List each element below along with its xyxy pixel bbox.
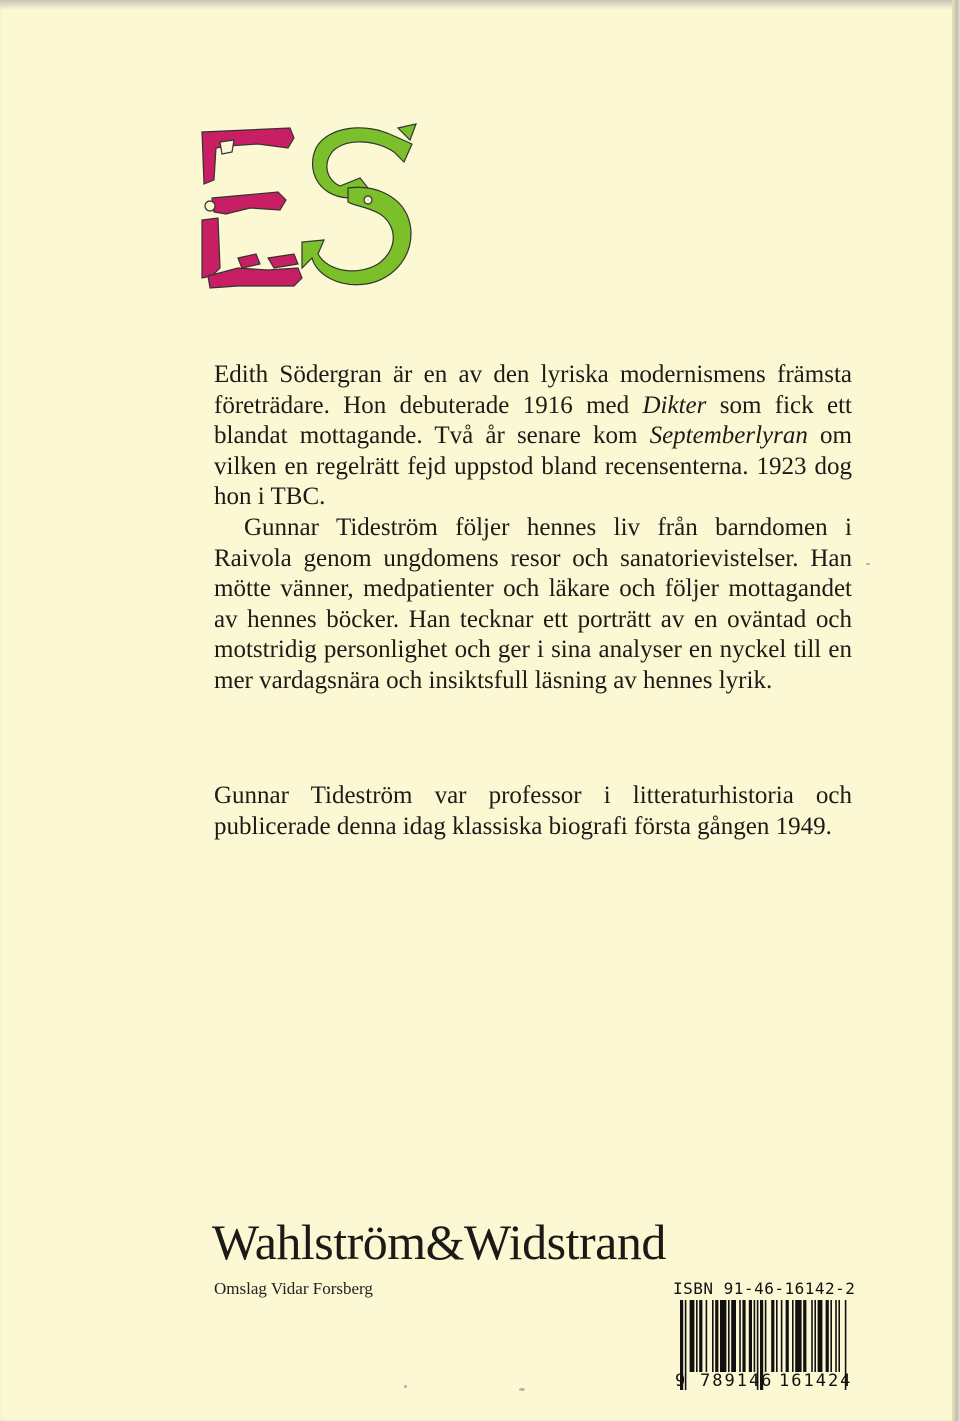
barcode-digits-left: 789146 [700, 1371, 774, 1391]
book-title-italic: Septemberlyran [649, 422, 808, 450]
barcode-bar [728, 1300, 730, 1372]
barcode-bar [690, 1300, 695, 1372]
paper-speck [404, 1385, 407, 1388]
blurb-text [214, 360, 852, 697]
author-note [214, 781, 852, 842]
cover-right-edge [952, 0, 958, 1421]
blurb-text-run: som fick ett blandat mottagande. Två år senare kom [214, 391, 852, 450]
barcode-bar [699, 1300, 702, 1372]
barcode-bar [712, 1300, 714, 1372]
barcode-bar [776, 1300, 778, 1372]
barcode-bar [781, 1300, 783, 1372]
barcode-bar [739, 1300, 741, 1372]
barcode-bar [786, 1300, 789, 1372]
barcode-bar [795, 1300, 801, 1372]
barcode-digits-right: 161424 [779, 1371, 853, 1391]
barcode-bar [838, 1300, 840, 1372]
barcode-bar [696, 1300, 698, 1372]
paper-speck [866, 563, 870, 565]
monogram-letter-s [302, 124, 416, 285]
blurb-paragraph-2: Gunnar Tideström följer hennes liv från barndomen i Raivola genom ungdomens resor och sanatorievistelser. Han mötte vänner, medpatienter och läkare och följer mottagandet av hennes böcker. Han tecknar ett porträtt av en oväntad och motstridig personlighet och ger i sina analyser en nyckel till en mer vardagsnära och insiktsfull läsning av hennes lyrik. [214, 513, 852, 694]
barcode-bar [706, 1300, 708, 1372]
blurb-text-run: Edith Södergran är en av den lyriska modernismens främsta företrädare. Hon debuterade 1916 med [214, 361, 852, 419]
blurb-paragraph-3: Gunnar Tideström var professor i litteraturhistoria och publicerade denna idag klassiska biografi första gången 1949. [214, 782, 852, 840]
barcode-bar [715, 1300, 718, 1372]
es-monogram-logo [198, 118, 428, 293]
cover-top-edge [0, 0, 958, 10]
barcode-bar [754, 1300, 756, 1372]
barcode-bar [835, 1300, 837, 1372]
book-title-italic: Dikter [642, 391, 707, 419]
barcode-digit-first: 9 [675, 1371, 686, 1391]
barcode-bar [826, 1300, 829, 1372]
blurb-text-run: om vilken en regelrätt fejd uppstod bland recensenterna. 1923 dog hon i TBC. [214, 422, 852, 511]
barcode-bar [765, 1300, 767, 1372]
blurb-paragraph-1 [214, 360, 852, 513]
barcode-bar [792, 1300, 794, 1372]
barcode-bar [720, 1300, 726, 1372]
monogram-letter-e [202, 128, 302, 288]
barcode-bar [830, 1300, 832, 1372]
publisher-name: Wahlström&Widstrand [212, 1214, 666, 1270]
barcode-bar [731, 1300, 736, 1372]
barcode-bar [818, 1300, 823, 1372]
barcode-bar [811, 1300, 813, 1372]
barcode-bar [771, 1300, 774, 1372]
paper-speck [519, 1388, 525, 1391]
barcode-bar [749, 1300, 752, 1372]
barcode-bar [803, 1300, 806, 1372]
cover-credit: Omslag Vidar Forsberg [214, 1279, 373, 1298]
isbn-label: ISBN 91-46-16142-2 [673, 1279, 856, 1298]
barcode-bar [814, 1300, 816, 1372]
barcode-bar [742, 1300, 745, 1372]
